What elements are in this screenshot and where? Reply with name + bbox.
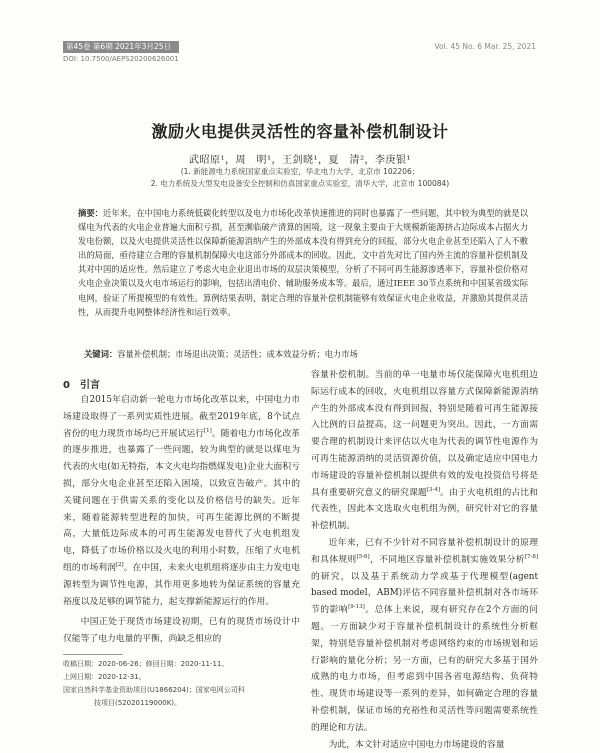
keywords-label: 关键词： bbox=[84, 349, 118, 359]
citation: [9-13] bbox=[348, 604, 365, 611]
affiliation-2: 2. 电力系统及大型发电设备安全控制和仿真国家重点实验室，清华大学，北京市 100084) bbox=[150, 179, 450, 188]
keywords bbox=[84, 348, 524, 360]
paragraph bbox=[63, 392, 300, 610]
body-text: 。由于火电机组的占比和代表性，因此本文选取火电机组为例，研究针对它的容量补偿机制。 bbox=[311, 487, 538, 532]
paragraph bbox=[311, 535, 538, 737]
footnote-fund-cont: 技项目(52020119000K)。 bbox=[94, 699, 182, 707]
paragraph: 中国正处于现货市场建设初期，已有的现货市场设计中仅能等了电力电量的平衡，尚缺乏相应的 bbox=[63, 617, 300, 645]
authors: 武昭原¹，周 明¹，王剑晓¹，夏 清²，李庚银¹ bbox=[188, 155, 412, 166]
abstract bbox=[78, 206, 528, 319]
body-text: 。在中国，未来火电机组将逐步由主力发电电源转型为调节性电源，其作用更多地转为保证系统的容量充裕度以及足够的调节能力，起支撑新能源运行的作用。 bbox=[63, 562, 300, 607]
affiliation-1: (1. 新能源电力系统国家重点实验室，华北电力大学，北京市 102206； bbox=[180, 167, 420, 176]
footnote-fund: 国家自然科学基金资助项目(U1866204)；国家电网公司科 bbox=[63, 686, 245, 694]
body-text: 容量补偿机制。当前的单一电量市场仅能保障火电机组边际运行成本的回收，火电机组以容量方式保障新能源消纳产生的外部成本没有得到回报，特别是随着可再生能源接入比例的日益提高，这一问题更为突出。因此，一方面需要合理的机制设计来评估以火电为代表的调节性电源作为可再生能源消纳的灵活资源价值，以及确定适应中国电力市场建设的容量补偿机制以提供有效的发电投资信号将是具有重要研究意义的研究课题 bbox=[311, 370, 538, 498]
citation: [1] bbox=[204, 427, 212, 434]
body-text: 。随着电力市场化改革的逐步推进，也暴露了一些问题，较为典型的就是以煤电为代表的火电(如无特指，本文火电均指燃煤发电)企业大面积亏损，部分火电企业甚至还陷入困境，以致宣告破产。其中的关键问题在于供需关系的变化以及价格信号的缺失。近年来，随着能源转型进程的加快，可再生能源比例的不断提高，大量低边际成本的可再生能源发电替代了火电机组发电，降低了市场价格以及火电的利用小时数，压缩了火电机组的市场利润 bbox=[63, 428, 300, 573]
paragraph: 为此，本文针对适应中国电力市场建设的容量 bbox=[328, 739, 505, 750]
body-text: 自2015年启动新一轮电力市场化改革以来，中国电力市场建设取得了一系列实质性进展。截至2019年底，8个试点省份的电力现货市场均已开展试运行 bbox=[63, 395, 300, 439]
footnote-online: 上网日期：2020-12-31。 bbox=[63, 673, 146, 681]
footnote-received: 收稿日期：2020-06-26；修回日期：2020-11-11。 bbox=[63, 660, 229, 668]
section-heading: 0 引言 bbox=[63, 380, 100, 391]
body-text: 。总体上来说，现有研究存在2个方面的问题。一方面缺少对于容量补偿机制设计的系统性分析框架，特别是容量补偿机制对考虑网络约束的市场规划和运行影响的量化分析；另一方面，已有的研究大多基于国外成熟的电力市场，但考虑到中国各省电源结构、负荷特性、现货市场建设等一系列的差异，如何确定合理的容量补偿机制，保证市场的充裕性和灵活性等问题需要系统性的理论和方法。 bbox=[311, 605, 538, 733]
paragraph bbox=[311, 367, 538, 535]
abstract-text: 近年来，在中国电力系统低碳化转型以及电力市场化改革快速推进的同时也暴露了一些问题，其中较为典型的就是以煤电为代表的火电企业普遍大面积亏损，甚至濒临破产清算的困境，这一现象主要由于大规模新能源挤占边际成本占据火力发电份额，以及火电提供灵活性以保障新能源消纳产生的外部成本没有得到充分的回报，部分火电企业甚至还陷入了入不敷出的局面，亟待建立合理的容量机制保障火电这部分外部成本的回收。因此，文中首先对比了国内外主流的容量补偿机制及其对中国的适应性。然后建立了考虑火电企业退出市场的双层决策模型，分析了不同可再生能源渗透率下，容量补偿价格对火电企业决策以及火电市场运行的影响，包括出清电价、辅助服务成本等。最后，通过IEEE 30节点系统和中国某省级实际电网，验证了所提模型的有效性。算例结果表明，制定合理的容量补偿机制能够有效保证火电企业收益，并激励其提供灵活性，从而提升电网整体经济性和运行效率。 bbox=[78, 208, 528, 317]
abstract-label: 摘要： bbox=[78, 208, 104, 218]
volume-info: Vol. 45 No. 6 Mar. 25, 2021 bbox=[434, 42, 536, 51]
body-text: 近年来，已有不少针对不同容量补偿机制设计的原理和具体规则 bbox=[311, 537, 538, 565]
body-text: ，不同地区容量补偿机制实施效果分析 bbox=[369, 554, 525, 565]
citation: [2] bbox=[115, 562, 124, 569]
doi: DOI: 10.7500/AEPS20200626001 bbox=[63, 55, 179, 63]
left-column bbox=[63, 392, 300, 648]
citation: [5-6] bbox=[356, 553, 370, 560]
citation: [3-4] bbox=[426, 486, 440, 493]
paper-title: 激励火电提供灵活性的容量补偿机制设计 bbox=[151, 122, 449, 141]
footnote-divider bbox=[63, 654, 123, 655]
journal-issue: 第45卷 第6期 2021年3月25日 bbox=[66, 42, 171, 51]
body-text: 的研究，以及基于系统动力学或基于代理模型(agent based model，ABM)评估不同容量补偿机制对各市场环节的影响 bbox=[311, 571, 538, 616]
right-column bbox=[311, 367, 538, 753]
citation: [7-8] bbox=[524, 553, 538, 560]
keywords-text: 容量补偿机制；市场退出决策；灵活性；成本效益分析；电力市场 bbox=[117, 349, 358, 359]
